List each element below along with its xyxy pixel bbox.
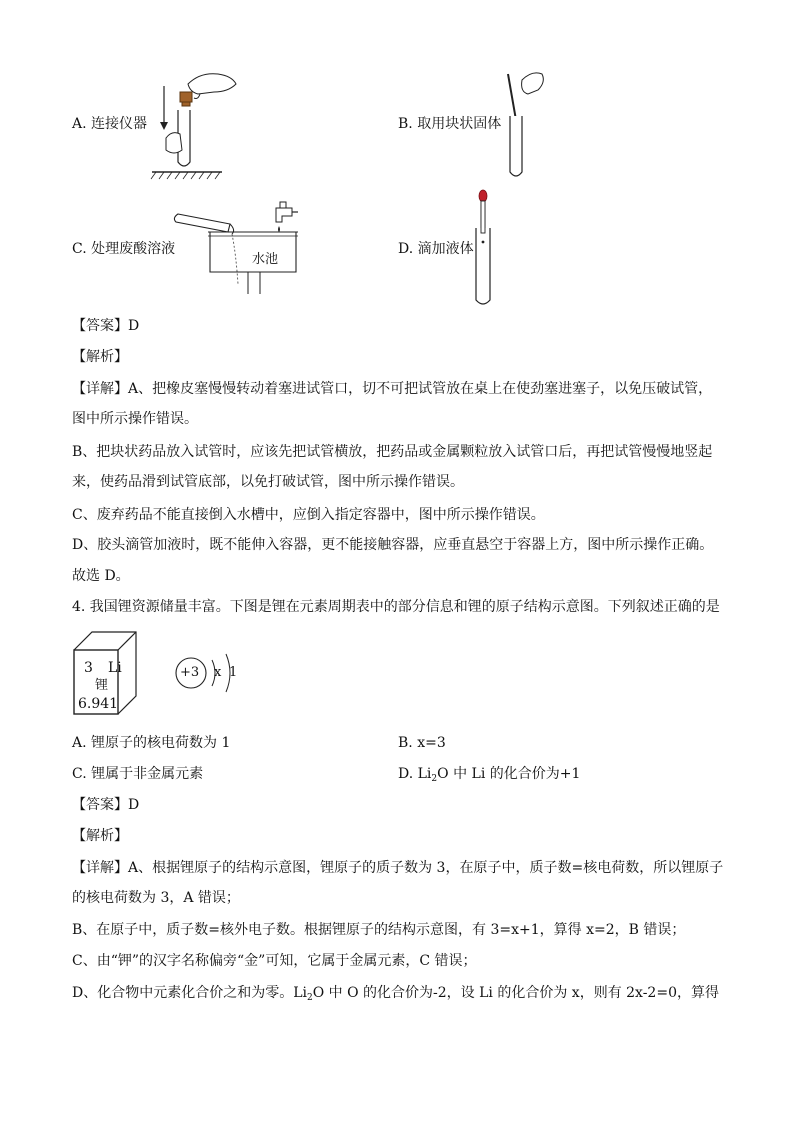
q4-detail-b: B、在原子中，质子数=核外电子数。根据锂原子的结构示意图，有 3=x+1，算得 x=2，B 错误；: [72, 922, 686, 938]
q4-option-d-suffix: O 中 Li 的化合价为+1: [437, 766, 581, 782]
q4-stem: 4. 我国锂资源储量丰富。下图是锂在元素周期表中的部分信息和锂的原子结构示意图。下列叙述正确的是: [72, 599, 720, 615]
q4-option-d-subscript: 2: [431, 774, 438, 784]
option-d-label: D. 滴加液体: [398, 241, 474, 257]
q3-detail-a-line1: 【详解】A、把橡皮塞慢慢转动着塞进试管口，切不可把试管放在桌上在使劲塞进塞子，以免压破试管，: [72, 381, 713, 397]
option-b-label: B. 取用块状固体: [398, 116, 502, 132]
q4-detail-a-line1: 【详解】A、根据锂原子的结构示意图，锂原子的质子数为 3，在原子中，质子数=核电荷数，所以锂原子: [72, 860, 724, 876]
q4-option-d-prefix: D. Li: [398, 766, 432, 782]
q4-option-b: B. x=3: [398, 735, 446, 751]
q4-detail-a-line2: 的核电荷数为 3，A 错误；: [72, 890, 240, 906]
q3-conclusion: 故选 D。: [72, 568, 130, 584]
element-symbol: Li: [108, 660, 122, 676]
q4-option-d: [398, 764, 580, 789]
q3-detail-b-line1: B、把块状药品放入试管时，应该先把试管横放，把药品或金属颗粒放入试管口后，再把试管慢慢地竖起: [72, 444, 713, 460]
element-number: 3: [84, 660, 93, 676]
q4-detail-c: C、由“钾”的汉字名称偏旁“金”可知，它属于金属元素，C 错误；: [72, 953, 477, 969]
sink-label: 水池: [252, 252, 279, 267]
drip-liquid-figure: [470, 188, 498, 308]
q4-analysis-label: 【解析】: [72, 828, 128, 844]
connect-instrument-figure: [148, 66, 248, 184]
q4-detail-d-subscript: 2: [307, 993, 313, 1003]
q4-detail-d-suffix: O 中 O 的化合价为-2，设 Li 的化合价为 x，则有 2x-2=0，算得: [312, 985, 719, 1001]
q4-detail-d-prefix: D、化合物中元素化合价之和为零。Li: [72, 985, 307, 1001]
q4-option-c: C. 锂属于非金属元素: [72, 766, 204, 782]
option-a-label: A. 连接仪器: [72, 116, 148, 132]
atom-nucleus: +3: [180, 665, 200, 680]
element-name: 锂: [95, 678, 109, 693]
q3-detail-d: D、胶头滴管加液时，既不能伸入容器，更不能接触容器，应垂直悬空于容器上方，图中所示操作正确。: [72, 537, 714, 553]
atom-shell2-electrons: 1: [229, 665, 238, 680]
element-mass: 6.941: [78, 696, 119, 712]
q3-detail-a-line2: 图中所示操作错误。: [72, 411, 198, 427]
q3-analysis-label: 【解析】: [72, 349, 128, 365]
q3-detail-b-line2: 来，使药品滑到试管底部，以免打破试管，图中所示操作错误。: [72, 474, 464, 490]
take-solid-figure: [498, 68, 558, 180]
q3-detail-c: C、废弃药品不能直接倒入水槽中，应倒入指定容器中，图中所示操作错误。: [72, 507, 545, 523]
q4-detail-d: [72, 983, 719, 1008]
dispose-acid-figure: [172, 200, 304, 300]
atom-shell1-electrons: x: [214, 665, 222, 680]
option-c-label: C. 处理废酸溶液: [72, 241, 176, 257]
q4-answer: 【答案】D: [72, 797, 140, 813]
q3-answer: 【答案】D: [72, 318, 140, 334]
q4-option-a: A. 锂原子的核电荷数为 1: [72, 735, 231, 751]
